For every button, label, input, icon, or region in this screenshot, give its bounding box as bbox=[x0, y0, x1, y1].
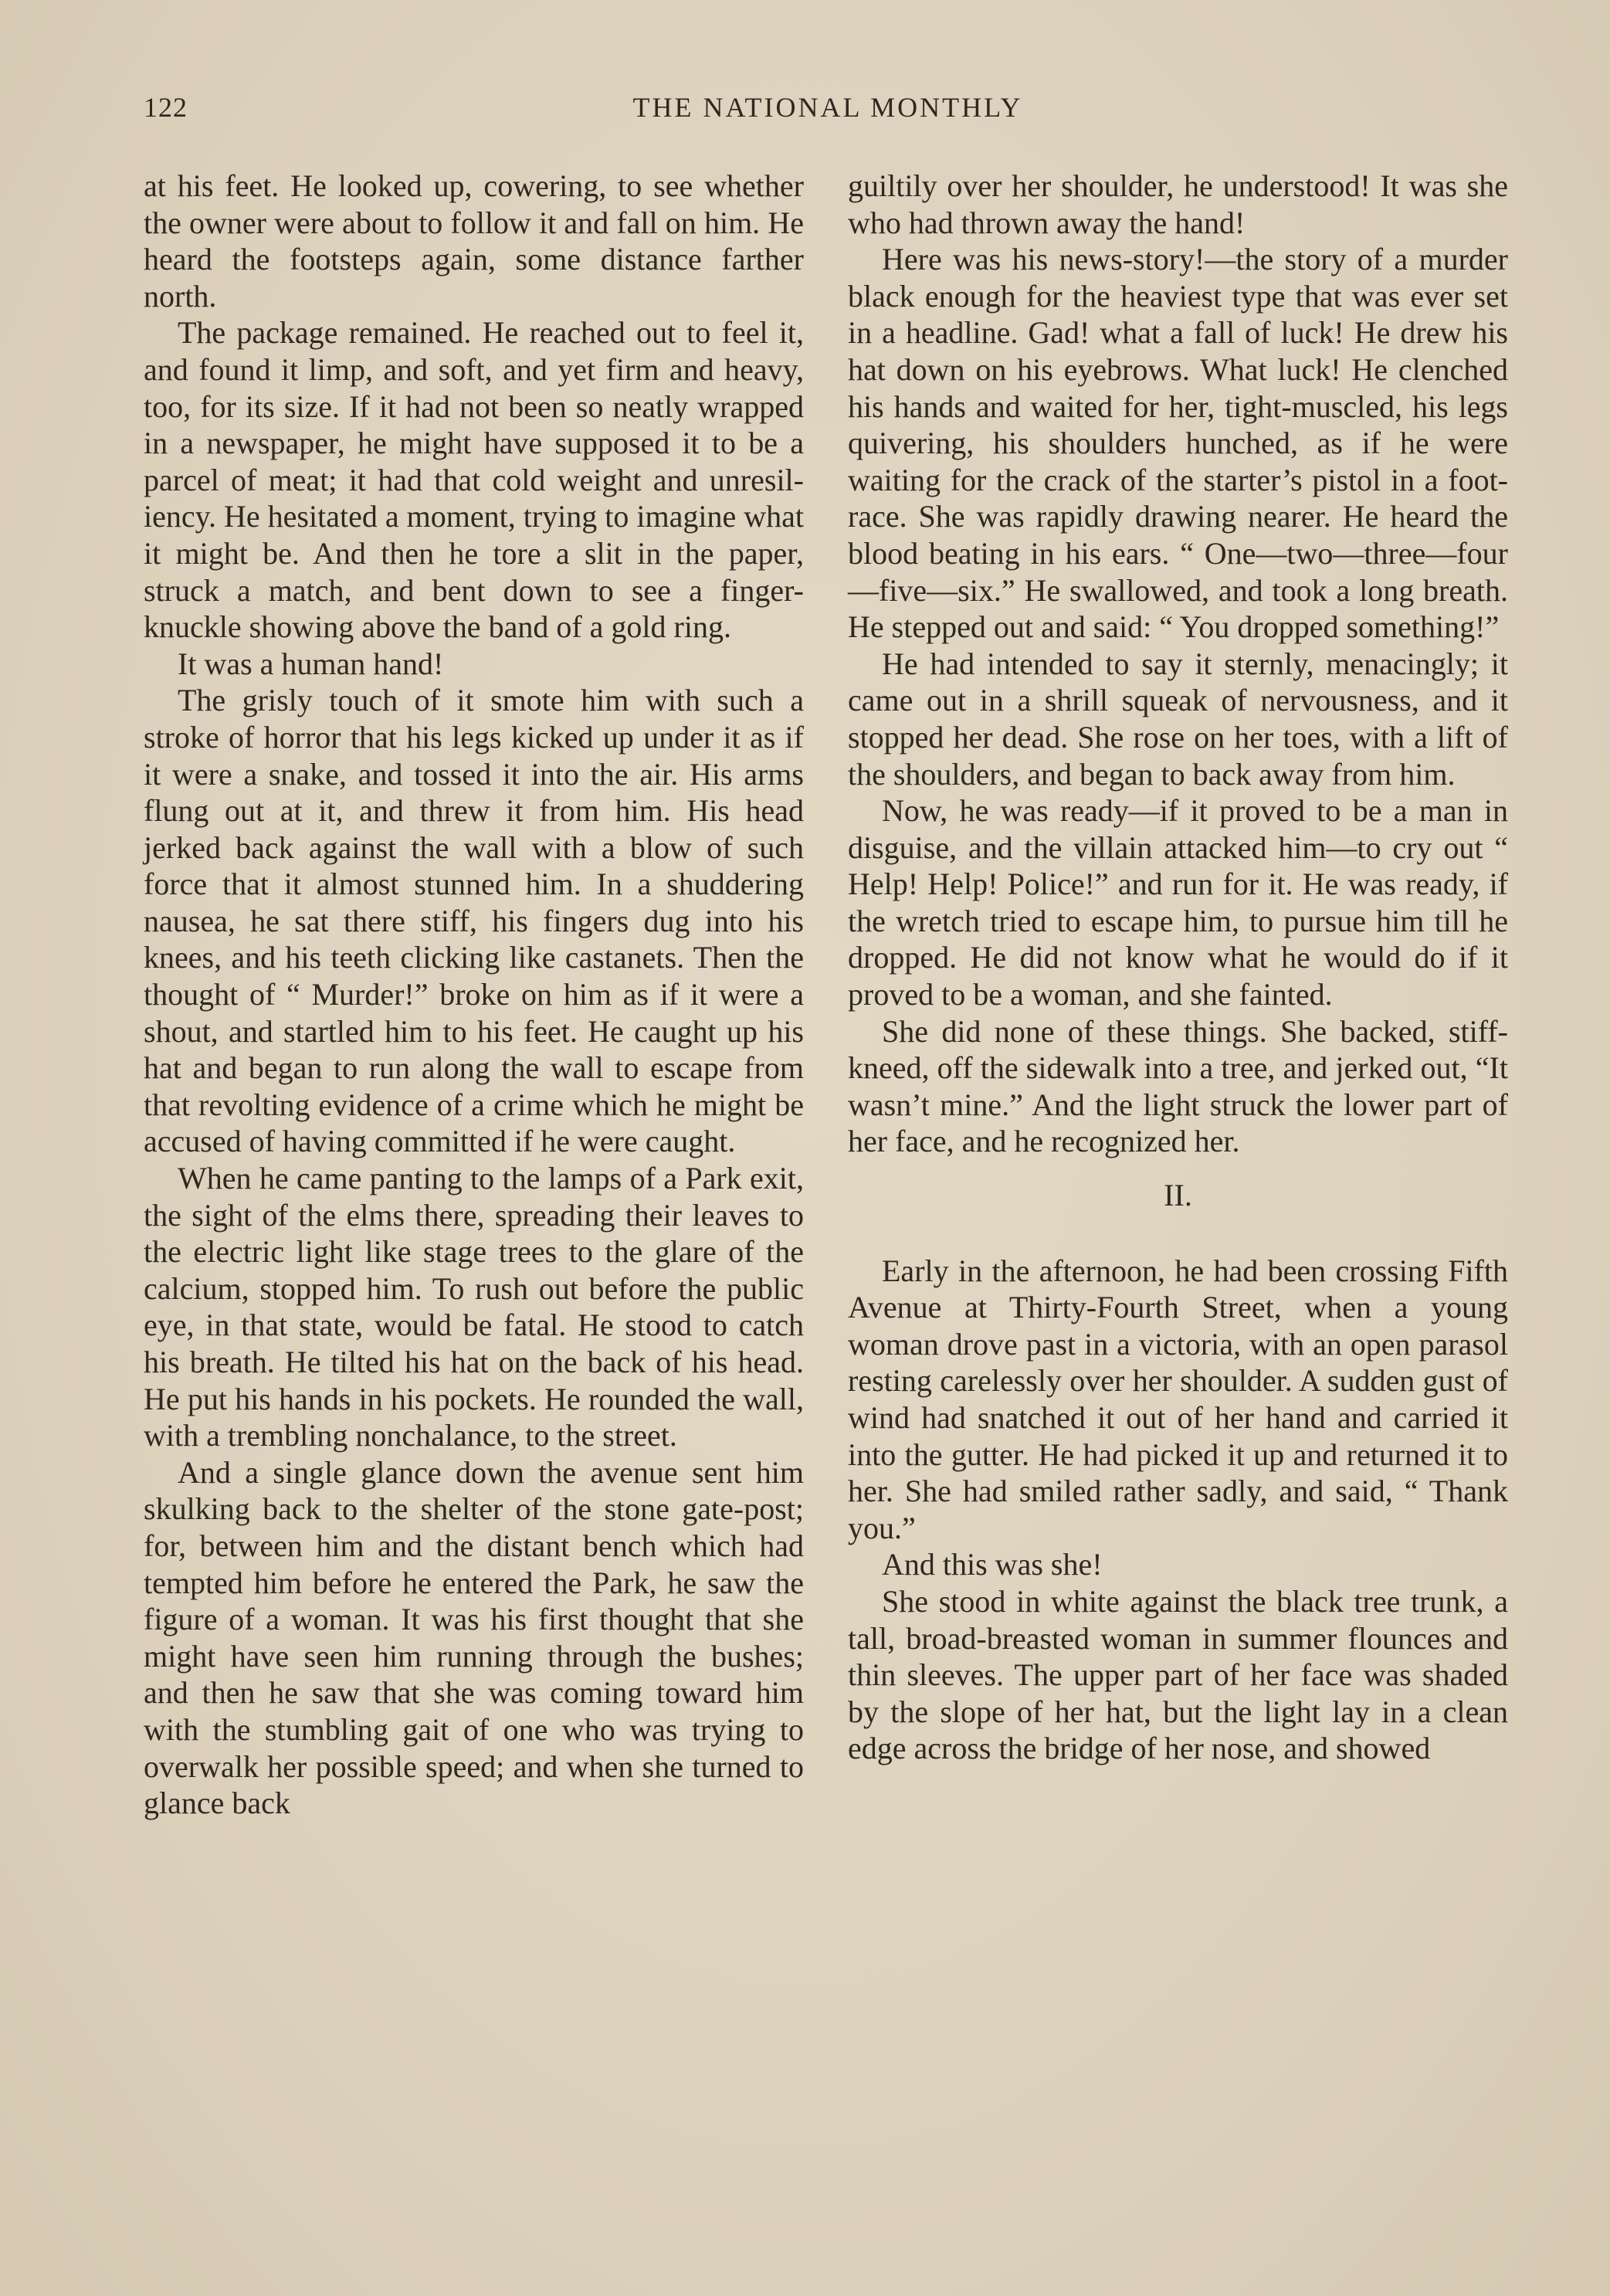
paragraph: It was a human hand! bbox=[178, 646, 444, 681]
paragraph: He had intended to say it sternly, menacingly; it came out in a shrill squeak of nervousness, and it stopped her dead. She rose on her toes, with a lift of the shoulders, and began to back away from him. bbox=[848, 646, 1508, 792]
paragraph: She did none of these things. She backed, stiff-kneed, off the sidewalk into a tree, and jerked out, “It wasn’t mine.” And the light struck the lower part of her face, and he recognized her. bbox=[848, 1013, 1508, 1159]
paragraph: She stood in white against the black tree trunk, a tall, broad-breasted woman in summer flounces and thin sleeves. The upper part of her face was shaded by the slope of her hat, but the light lay in a clean edge across the bridge of her nose, and showed bbox=[848, 1583, 1508, 1766]
page-number: 122 bbox=[144, 92, 188, 123]
paragraph: The grisly touch of it smote him with such a stroke of horror that his legs kicked up under it as if it were a snake, and tossed it into the air. His arms flung out at it, and threw it from him. His head jerked back against the wall with a blow of such force that it almost stunned him. In a shuddering nausea, he sat there stiff, his fingers dug into his knees, and his teeth clicking like castanets. Then the thought of “ Murder!” broke on him as if it were a shout, and startled him to his feet. He caught up his hat and began to run along the wall to escape from that revolting evidence of a crime which he might be accused of having committed if he were caught. bbox=[144, 683, 804, 1159]
paragraph: The package remained. He reached out to feel it, and found it limp, and soft, and yet firm and heavy, too, for its size. If it had not been so neatly wrapped in a newspaper, he might have supposed it to be a parcel of meat; it had that cold weight and unresiliency. He hesitated a moment, trying to imagine what it might be. And then he tore a slit in the paper, struck a match, and bent down to see a finger-knuckle showing above the band of a gold ring. bbox=[144, 315, 804, 645]
section-heading: II. bbox=[1164, 1178, 1192, 1213]
paragraph: at his feet. He looked up, cowering, to see whether the owner were about to follow it and fall on him. He heard the footsteps again, some distance farther north. bbox=[144, 168, 804, 314]
right-column bbox=[848, 168, 1508, 1767]
paragraph: Early in the afternoon, he had been crossing Fifth Avenue at Thirty-Fourth Street, when a young woman drove past in a victoria, with an open parasol resting carelessly over her shoulder. A sudden gust of wind had snatched it out of her hand and carried it into the gutter. He had picked it up and returned it to her. She had smiled rather sadly, and said, “ Thank you.” bbox=[848, 1253, 1508, 1545]
paragraph: When he came panting to the lamps of a Park exit, the sight of the elms there, spreading their leaves to the electric light like stage trees to the glare of the calcium, stopped him. To rush out before the public eye, in that state, would be fatal. He stood to catch his breath. He tilted his hat on the back of his head. He put his hands in his pockets. He rounded the wall, with a trembling nonchalance, to the street. bbox=[144, 1161, 804, 1453]
paragraph: Now, he was ready—if it proved to be a man in disguise, and the villain attacked him—to cry out “ Help! Help! Police!” and run for it. He was ready, if the wretch tried to escape him, to pursue him till he dropped. He did not know what he would do if it proved to be a woman, and she fainted. bbox=[848, 793, 1508, 1012]
running-title: THE NATIONAL MONTHLY bbox=[632, 92, 1023, 123]
paragraph: guiltily over her shoulder, he understood! It was she who had thrown away the hand! bbox=[848, 168, 1508, 240]
paragraph: Here was his news-story!—the story of a murder black enough for the heaviest type that was ever set in a headline. Gad! what a fall of luck! He drew his hat down on his eyebrows. What luck! He clenched his hands and waited for her, tight-muscled, his legs quivering, his shoulders hunched, as if he were waiting for the crack of the starter’s pistol in a foot-race. She was rapidly drawing nearer. He heard the blood beating in his ears. “ One—two—three—four —five—six.” He swallowed, and took a long breath. He stepped out and said: “ You dropped something!” bbox=[848, 242, 1508, 645]
left-column bbox=[144, 168, 804, 1822]
paragraph: And this was she! bbox=[882, 1547, 1103, 1582]
page-header bbox=[144, 91, 1512, 137]
paragraph: And a single glance down the avenue sent him skulking back to the shelter of the stone gate-post; for, between him and the distant bench which had tempted him before he entered the Park, he saw the figure of a woman. It was his first thought that she might have seen him running through the bushes; and then he saw that she was coming toward him with the stumbling gait of one who was trying to overwalk her possible speed; and when she turned to glance back bbox=[144, 1454, 804, 1821]
